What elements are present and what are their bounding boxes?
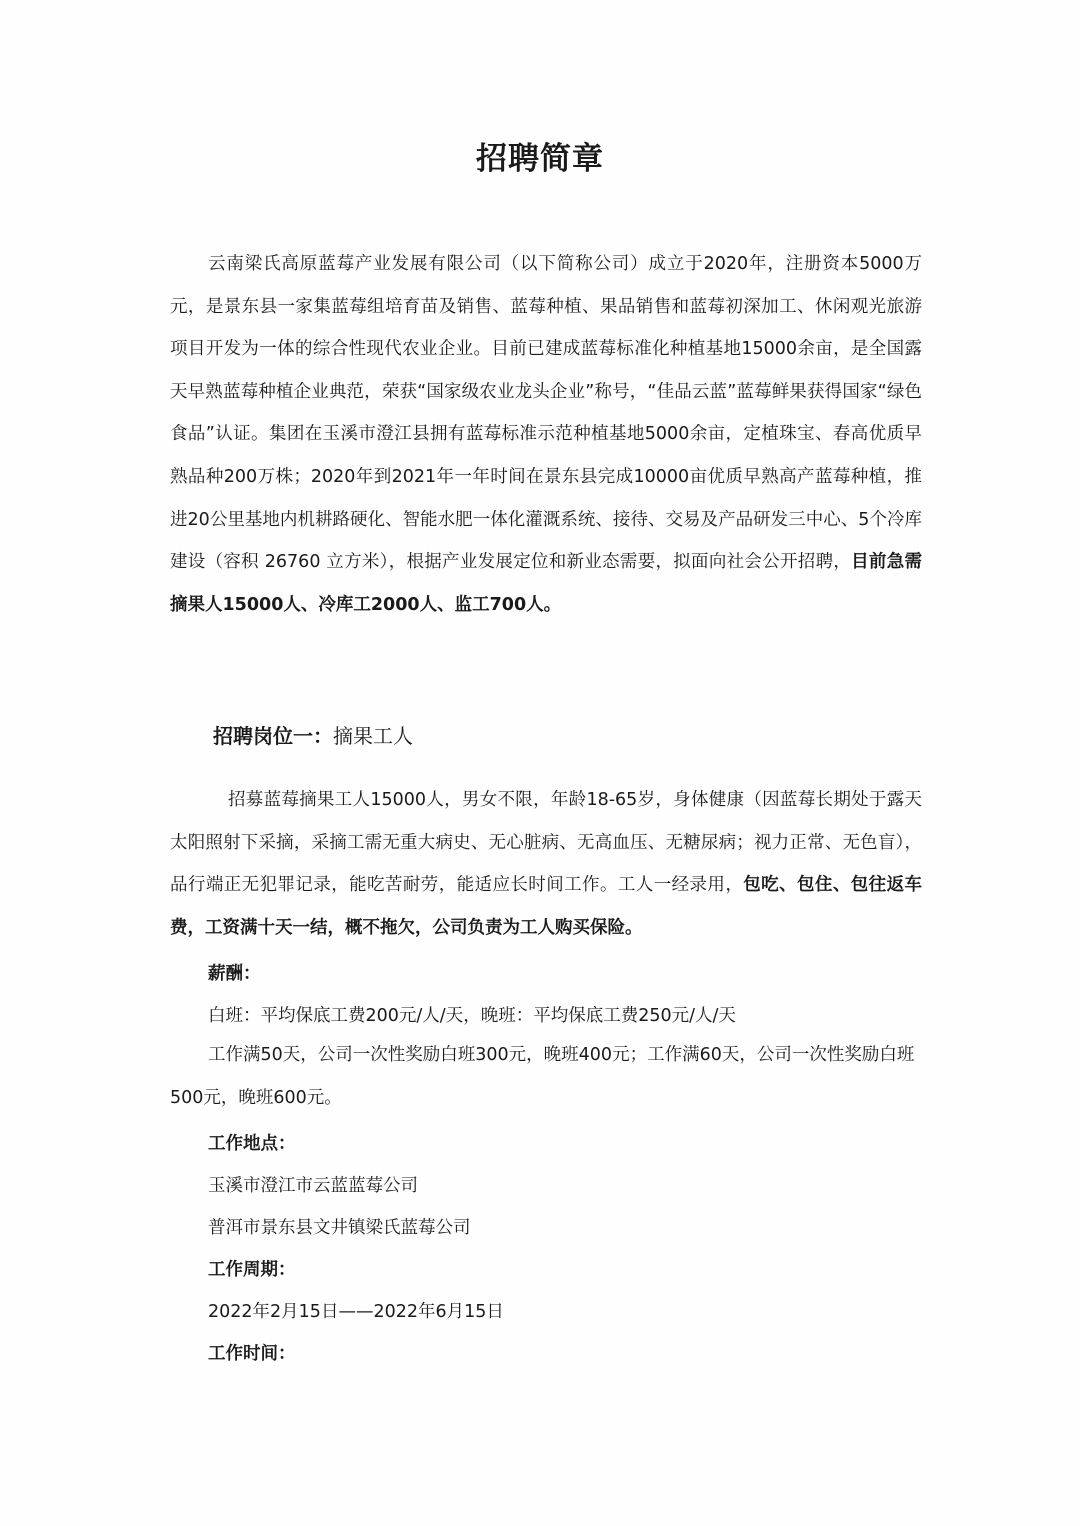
position-description-text: 招募蓝莓摘果工人15000人，男女不限，年龄18-65岁，身体健康（因蓝莓长期处于露天太阳照射下采摘，采摘工需无重大病史、无心脏病、无高血压、无糖尿病；视力正常、无色盲），品行端正无犯罪记录，能吃苦耐劳，能适应长时间工作。工人一经录用， [170,790,922,896]
bonus-paragraph [170,1034,922,1119]
location-label: 工作地点： [208,1134,296,1154]
position-heading-label: 招聘岗位一： [213,724,333,748]
intro-bold-text: 目前急需摘果人15000人、冷库工2000人、监工700人。 [170,552,922,615]
location-line-2: 普洱市景东县文井镇梁氏蓝莓公司 [208,1218,471,1238]
salary-label: 薪酬： [208,964,261,984]
position-description-bold: 包吃、包住、包往返车费，工资满十天一结，概不拖欠，公司负责为工人购买保险。 [170,875,922,938]
intro-paragraph [170,243,922,626]
hours-label: 工作时间： [208,1344,296,1364]
document-title: 招聘简章 [476,141,604,177]
bonus-text: 工作满50天，公司一次性奖励白班300元，晚班400元；工作满60天，公司一次性奖励白班500元，晚班600元。 [170,1045,915,1108]
period-label: 工作周期： [208,1260,296,1280]
position-heading-name: 摘果工人 [333,724,413,748]
period-line: 2022年2月15日——2022年6月15日 [208,1302,504,1322]
position-heading [213,720,413,749]
intro-text: 云南梁氏高原蓝莓产业发展有限公司（以下简称公司）成立于2020年，注册资本5000万元，是景东县一家集蓝莓组培育苗及销售、蓝莓种植、果品销售和蓝莓初深加工、休闲观光旅游项目开发为一体的综合性现代农业企业。目前已建成蓝莓标准化种植基地15000余亩，是全国露天早熟蓝莓种植企业典范，荣获“国家级农业龙头企业”称号，“佳品云蓝”蓝莓鲜果获得国家“绿色食品”认证。集团在玉溪市澄江县拥有蓝莓标准示范种植基地5000余亩，定植珠宝、春高优质早熟品种200万株；2020年到2021年一年时间在景东县完成10000亩优质早熟高产蓝莓种植，推进20公里基地内机耕路硬化、智能水肥一体化灌溉系统、接待、交易及产品研发三中心、5个冷库建设（容积 26760 立方米），根据产业发展定位和新业态需要，拟面向社会公开招聘， [170,254,922,573]
salary-line: 白班：平均保底工费200元/人/天，晚班：平均保底工费250元/人/天 [208,1006,736,1026]
position-description [170,779,922,949]
location-line-1: 玉溪市澄江市云蓝蓝莓公司 [208,1176,418,1196]
